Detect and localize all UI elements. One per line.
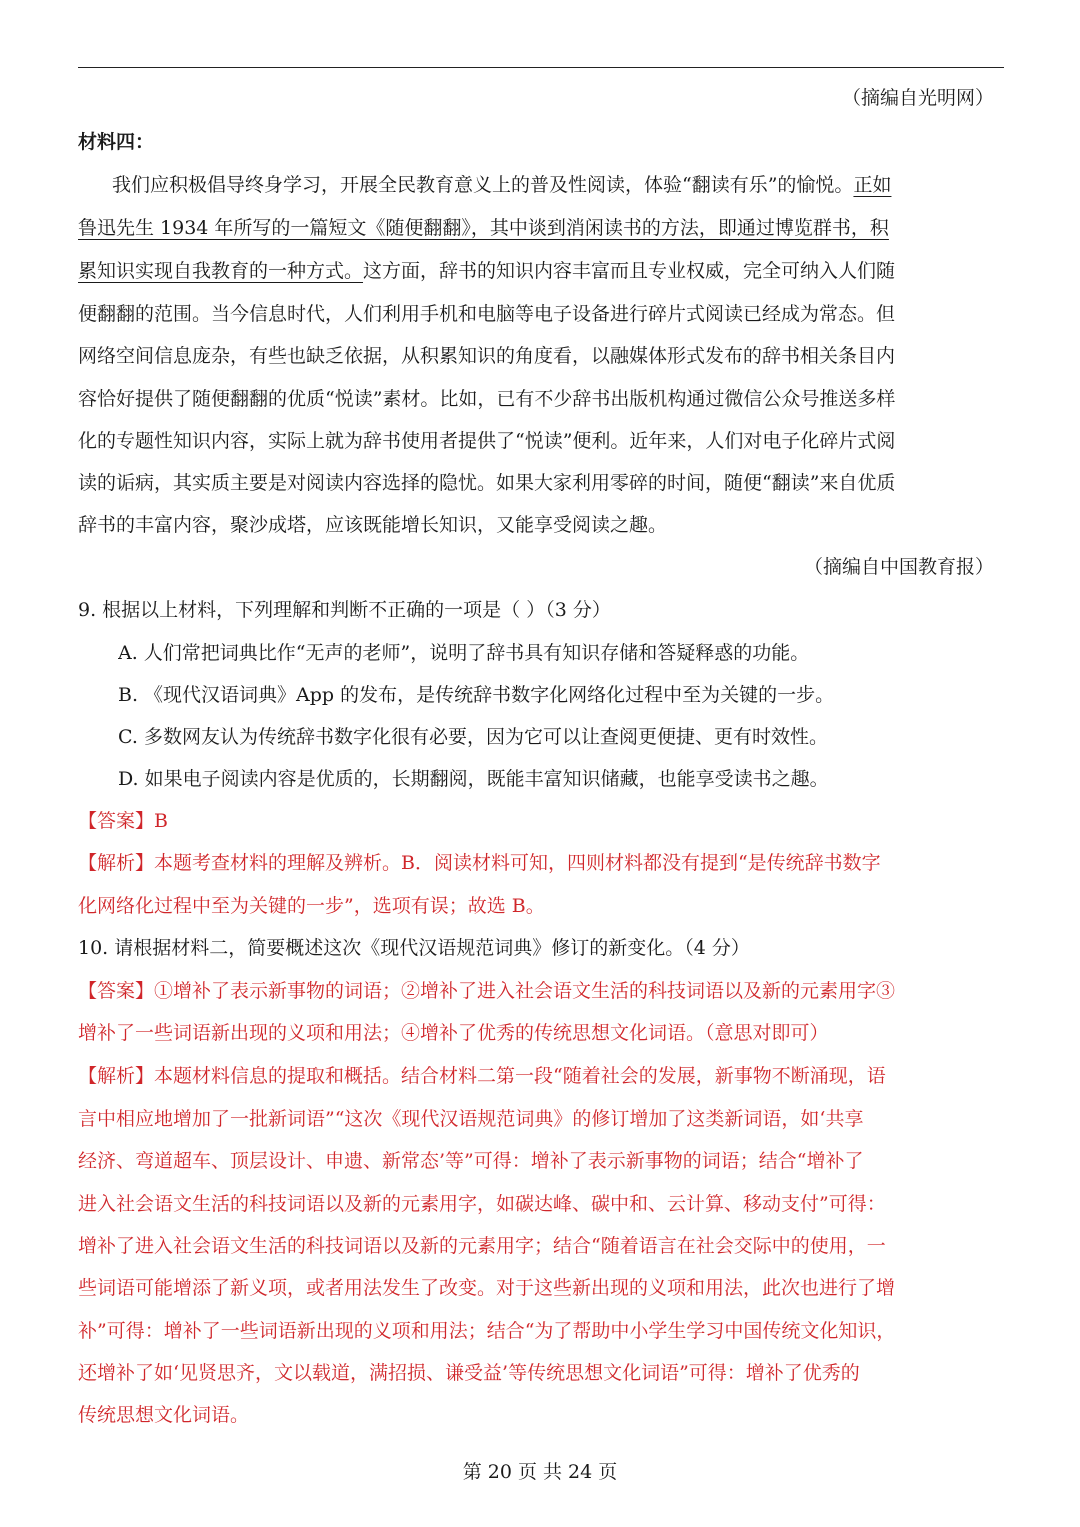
q10-explanation-6: 些词语可能增添了新义项，或者用法发生了改变。对于这些新出现的义项和用法，此次也进行了增 xyxy=(78,1277,896,1299)
material4-line-8: 读的诟病，其实质主要是对阅读内容选择的隐忧。如果大家利用零碎的时间，随便“翻读”来自优质 xyxy=(78,472,896,494)
q10-explanation-1: 【解析】本题材料信息的提取和概括。结合材料二第一段“随着社会的发展，新事物不断涌现，语 xyxy=(78,1065,886,1087)
q10-explanation-8: 还增补了如‘见贤思齐，文以载道，满招损、谦受益’等传统思想文化词语”可得：增补了优秀的 xyxy=(78,1362,860,1384)
material4-line-7: 化的专题性知识内容，实际上就为辞书使用者提供了“悦读”便利。近年来，人们对电子化碎片式阅 xyxy=(78,430,896,452)
material4-text: 我们应积极倡导终身学习，开展全民教育意义上的普及性阅读，体验“翻读有乐”的愉悦。 xyxy=(112,174,854,196)
q10-explanation-4: 进入社会语文生活的科技词语以及新的元素用字，如碳达峰、碳中和、云计算、移动支付”可得： xyxy=(78,1193,886,1215)
material4-text: 这方面，辞书的知识内容丰富而且专业权威，完全可纳入人们随 xyxy=(363,260,896,282)
question-9-stem: 9. 根据以上材料，下列理解和判断不正确的一项是（ ）（3 分） xyxy=(78,599,611,621)
underlined-text: 累知识实现自我教育的一种方式。 xyxy=(78,260,364,282)
material4-line-4: 便翻翻的范围。当今信息时代，人们利用手机和电脑等电子设备进行碎片式阅读已经成为常态。但 xyxy=(78,303,896,325)
option-b: B. 《现代汉语词典》App 的发布，是传统辞书数字化网络化过程中至为关键的一步。 xyxy=(118,684,835,706)
option-d: D. 如果电子阅读内容是优质的，长期翻阅，既能丰富知识储藏，也能享受读书之趣。 xyxy=(118,768,829,790)
material4-line-2: 鲁迅先生 1934 年所写的一篇短文《随便翻翻》，其中谈到消闲读书的方法，即通过博览群书，积 xyxy=(78,217,889,239)
source-education-news: （摘编自中国教育报） xyxy=(803,556,994,578)
material4-line-1 xyxy=(112,170,1004,200)
page-number-footer: 第 20 页 共 24 页 xyxy=(462,1461,618,1483)
q10-explanation-9: 传统思想文化词语。 xyxy=(78,1404,250,1426)
material4-line-3 xyxy=(78,256,1004,286)
q10-explanation-7: 补”可得：增补了一些词语新出现的义项和用法；结合“为了帮助中小学生学习中国传统文化知识， xyxy=(78,1320,896,1342)
material4-line-9: 辞书的丰富内容，聚沙成塔，应该既能增长知识，又能享受阅读之趣。 xyxy=(78,514,668,536)
q10-answer-2: 增补了一些词语新出现的义项和用法；④增补了优秀的传统思想文化词语。（意思对即可） xyxy=(78,1022,829,1044)
material4-line-6: 容恰好提供了随便翻翻的优质“悦读”素材。比如，已有不少辞书出版机构通过微信公众号推送多样 xyxy=(78,388,896,410)
q9-explanation-2: 化网络化过程中至为关键的一步”，选项有误；故选 B。 xyxy=(78,895,545,917)
source-guangming: （摘编自光明网） xyxy=(841,87,994,109)
q9-answer: 【答案】B xyxy=(78,810,168,832)
top-rule xyxy=(78,67,1004,68)
material4-heading: 材料四： xyxy=(78,131,155,153)
option-a: A. 人们常把词典比作“无声的老师”，说明了辞书具有知识存储和答疑释惑的功能。 xyxy=(118,642,810,664)
question-10-stem: 10. 请根据材料二，简要概述这次《现代汉语规范词典》修订的新变化。（4 分） xyxy=(78,937,750,959)
underlined-text: 正如 xyxy=(853,174,892,196)
material4-line-5: 网络空间信息庞杂，有些也缺乏依据，从积累知识的角度看，以融媒体形式发布的辞书相关条目内 xyxy=(78,345,896,367)
option-c: C. 多数网友认为传统辞书数字化很有必要，因为它可以让查阅更便捷、更有时效性。 xyxy=(118,726,828,748)
q10-explanation-3: 经济、弯道超车、顶层设计、申遗、新常态’等”可得：增补了表示新事物的词语；结合“增补了 xyxy=(78,1150,864,1172)
q10-explanation-5: 增补了进入社会语文生活的科技词语以及新的元素用字；结合“随着语言在社会交际中的使用，一 xyxy=(78,1235,886,1257)
q10-explanation-2: 言中相应地增加了一批新词语”“这次《现代汉语规范词典》的修订增加了这类新词语，如‘共享 xyxy=(78,1108,864,1130)
q9-explanation-1: 【解析】本题考查材料的理解及辨析。B．阅读材料可知，四则材料都没有提到“是传统辞书数字 xyxy=(78,852,881,874)
q10-answer-1: 【答案】①增补了表示新事物的词语；②增补了进入社会语文生活的科技词语以及新的元素用字③ xyxy=(78,980,896,1002)
